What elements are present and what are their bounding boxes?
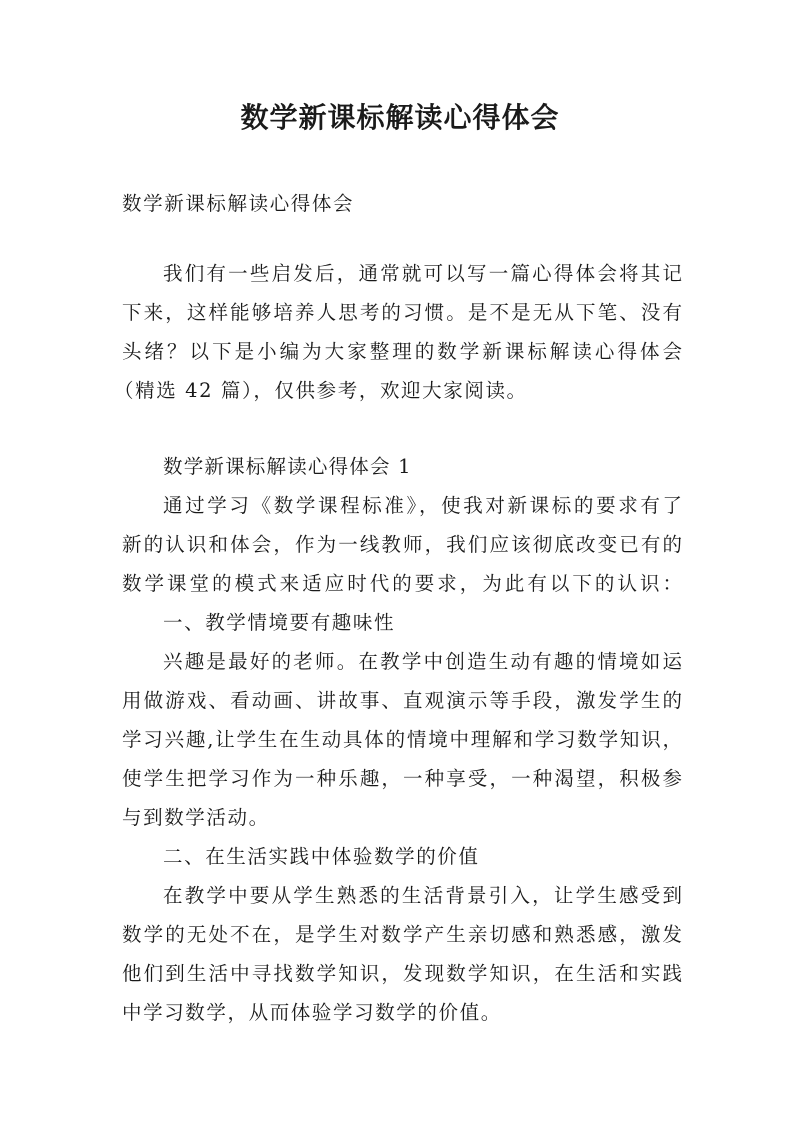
section-heading: 数学新课标解读心得体会 1 <box>163 455 412 478</box>
paragraph-line: 新的认识和体会，作为一线教师，我们应该彻底改变已有的 <box>122 533 682 556</box>
paragraph-line: 通过学习《数学课程标准》，使我对新课标的要求有了 <box>163 494 682 517</box>
point-heading: 一、教学情境要有趣味性 <box>163 611 396 634</box>
paragraph-line: 他们到生活中寻找数学知识，发现数学知识，在生活和实践 <box>122 962 682 985</box>
paragraph-line: 学习兴趣,让学生在生动具体的情境中理解和学习数学知识， <box>122 728 682 751</box>
document-title: 数学新课标解读心得体会 <box>240 101 560 134</box>
paragraph-line: 与到数学活动。 <box>122 806 270 829</box>
paragraph-line: 使学生把学习作为一种乐趣，一种享受，一种渴望，积极参 <box>122 767 682 790</box>
paragraph-line: 中学习数学，从而体验学习数学的价值。 <box>122 1001 502 1024</box>
paragraph-line: 兴趣是最好的老师。在教学中创造生动有趣的情境如运 <box>163 650 682 673</box>
intro-line: 头绪？以下是小编为大家整理的数学新课标解读心得体会 <box>122 340 682 363</box>
paragraph-line: 数学的无处不在，是学生对数学产生亲切感和熟悉感，激发 <box>122 923 682 946</box>
intro-line: 我们有一些启发后，通常就可以写一篇心得体会将其记 <box>163 262 682 285</box>
paragraph-line: 数学课堂的模式来适应时代的要求，为此有以下的认识： <box>122 572 682 595</box>
paragraph-line: 用做游戏、看动画、讲故事、直观演示等手段，激发学生的 <box>122 689 682 712</box>
document-subtitle: 数学新课标解读心得体会 <box>122 192 355 215</box>
intro-line: 下来，这样能够培养人思考的习惯。是不是无从下笔、没有 <box>122 301 682 324</box>
point-heading: 二、在生活实践中体验数学的价值 <box>163 845 480 868</box>
intro-line: （精选 42 篇），仅供参考，欢迎大家阅读。 <box>114 379 528 402</box>
paragraph-line: 在教学中要从学生熟悉的生活背景引入，让学生感受到 <box>163 884 682 907</box>
